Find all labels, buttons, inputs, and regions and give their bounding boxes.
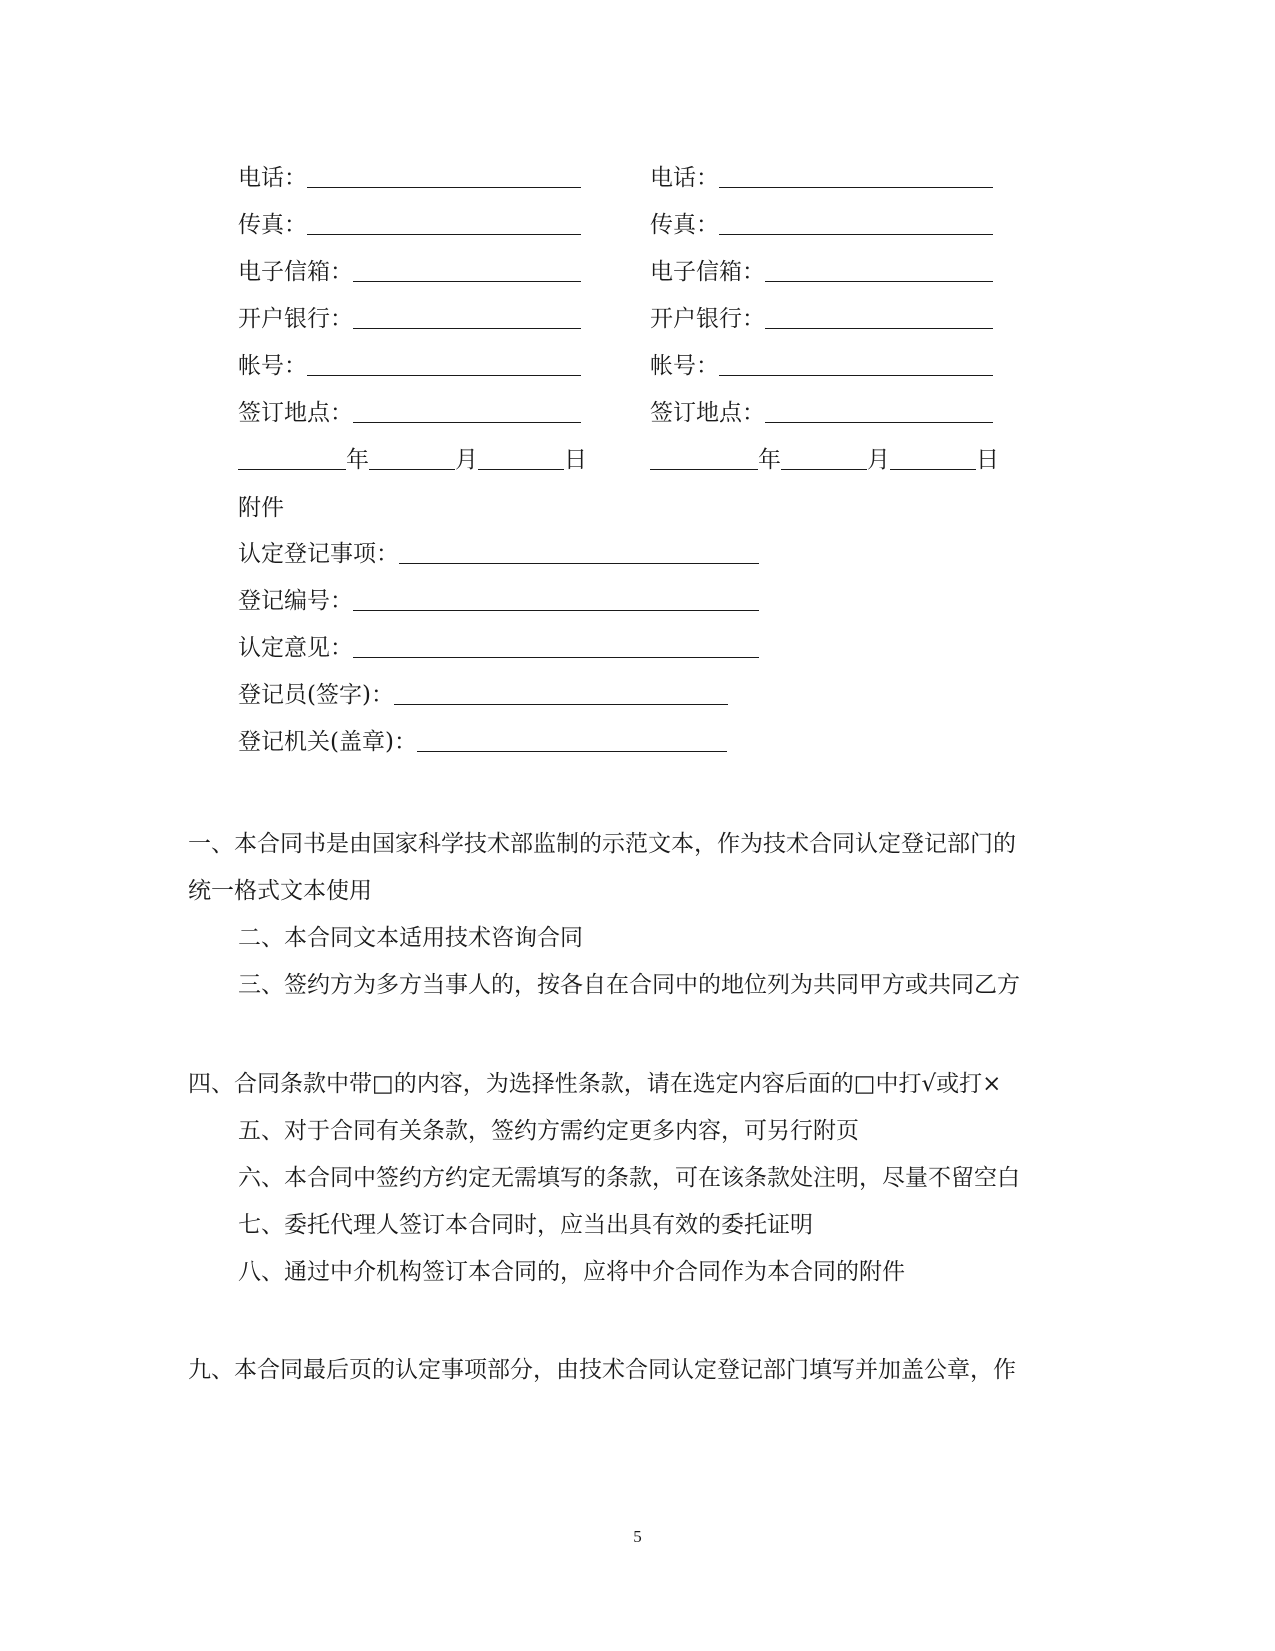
party-b-fax-label: 传真： [650, 212, 719, 238]
party-a-month-label: 月 [455, 447, 478, 473]
party-b-day-blank [890, 447, 976, 470]
note-7: 七、委托代理人签订本合同时，应当出具有效的委托证明 [238, 1212, 813, 1238]
party-b-bank-field [650, 304, 993, 334]
party-a-phone-label: 电话： [238, 165, 307, 191]
party-a-email-label: 电子信箱： [238, 259, 353, 285]
party-a-date-field [238, 445, 587, 475]
attachment-heading: 附件 [238, 495, 284, 521]
party-b-email-label: 电子信箱： [650, 259, 765, 285]
registrar-signature-field [238, 680, 728, 710]
note-1: 一、本合同书是由国家科学技术部监制的示范文本，作为技术合同认定登记部门的 [188, 831, 1016, 857]
party-a-bank-label: 开户银行： [238, 306, 353, 332]
party-b-email-field [650, 257, 993, 287]
party-b-fax-blank [719, 212, 993, 235]
registration-number-blank [353, 588, 759, 611]
party-a-fax-field [238, 210, 581, 240]
party-a-day-blank [478, 447, 564, 470]
party-a-phone-blank [307, 165, 581, 188]
party-b-month-label: 月 [867, 447, 890, 473]
registration-matter-label: 认定登记事项： [238, 541, 399, 567]
party-b-account-label: 帐号： [650, 353, 719, 379]
page-number: 5 [633, 1527, 642, 1546]
note-3: 三、签约方为多方当事人的，按各自在合同中的地位列为共同甲方或共同乙方 [238, 972, 1020, 998]
party-a-fax-blank [307, 212, 581, 235]
party-b-date-field [650, 445, 999, 475]
note-2: 二、本合同文本适用技术咨询合同 [238, 925, 583, 951]
party-b-place-label: 签订地点： [650, 400, 765, 426]
registration-number-label: 登记编号： [238, 588, 353, 614]
note-8: 八、通过中介机构签订本合同的，应将中介合同作为本合同的附件 [238, 1259, 905, 1285]
party-b-month-blank [781, 447, 867, 470]
party-b-email-blank [765, 259, 993, 282]
note-4: 四、合同条款中带□的内容，为选择性条款，请在选定内容后面的□中打√或打× [188, 1071, 1002, 1097]
registry-seal-blank [417, 729, 727, 752]
party-a-place-label: 签订地点： [238, 400, 353, 426]
party-b-phone-blank [719, 165, 993, 188]
party-b-place-field [650, 398, 993, 428]
registry-seal-field [238, 727, 727, 757]
party-b-year-blank [650, 447, 758, 470]
note-6: 六、本合同中签约方约定无需填写的条款，可在该条款处注明，尽量不留空白 [238, 1165, 1020, 1191]
party-a-email-field [238, 257, 581, 287]
party-a-year-blank [238, 447, 346, 470]
note-1-continued: 统一格式文本使用 [188, 878, 372, 904]
party-a-place-field [238, 398, 581, 428]
registrar-signature-blank [394, 682, 728, 705]
party-b-account-field [650, 351, 993, 381]
opinion-field [238, 633, 759, 663]
party-a-place-blank [353, 400, 581, 423]
party-b-bank-blank [765, 306, 993, 329]
opinion-label: 认定意见： [238, 635, 353, 661]
party-a-email-blank [353, 259, 581, 282]
party-a-bank-field [238, 304, 581, 334]
note-9: 九、本合同最后页的认定事项部分，由技术合同认定登记部门填写并加盖公章，作 [188, 1357, 1016, 1383]
registration-number-field [238, 586, 759, 616]
party-b-phone-label: 电话： [650, 165, 719, 191]
registration-matter-field [238, 539, 759, 569]
party-b-bank-label: 开户银行： [650, 306, 765, 332]
party-a-day-label: 日 [564, 447, 587, 473]
party-a-month-blank [369, 447, 455, 470]
registrar-signature-label: 登记员(签字)： [238, 682, 394, 708]
party-a-fax-label: 传真： [238, 212, 307, 238]
party-a-account-blank [307, 353, 581, 376]
registry-seal-label: 登记机关(盖章)： [238, 729, 417, 755]
party-b-account-blank [719, 353, 993, 376]
party-a-account-field [238, 351, 581, 381]
party-b-year-label: 年 [758, 447, 781, 473]
registration-matter-blank [399, 541, 759, 564]
party-a-bank-blank [353, 306, 581, 329]
party-a-phone-field [238, 163, 581, 193]
party-b-place-blank [765, 400, 993, 423]
opinion-blank [353, 635, 759, 658]
party-b-day-label: 日 [976, 447, 999, 473]
party-b-fax-field [650, 210, 993, 240]
party-a-account-label: 帐号： [238, 353, 307, 379]
note-5: 五、对于合同有关条款，签约方需约定更多内容，可另行附页 [238, 1118, 859, 1144]
party-b-phone-field [650, 163, 993, 193]
party-a-year-label: 年 [346, 447, 369, 473]
